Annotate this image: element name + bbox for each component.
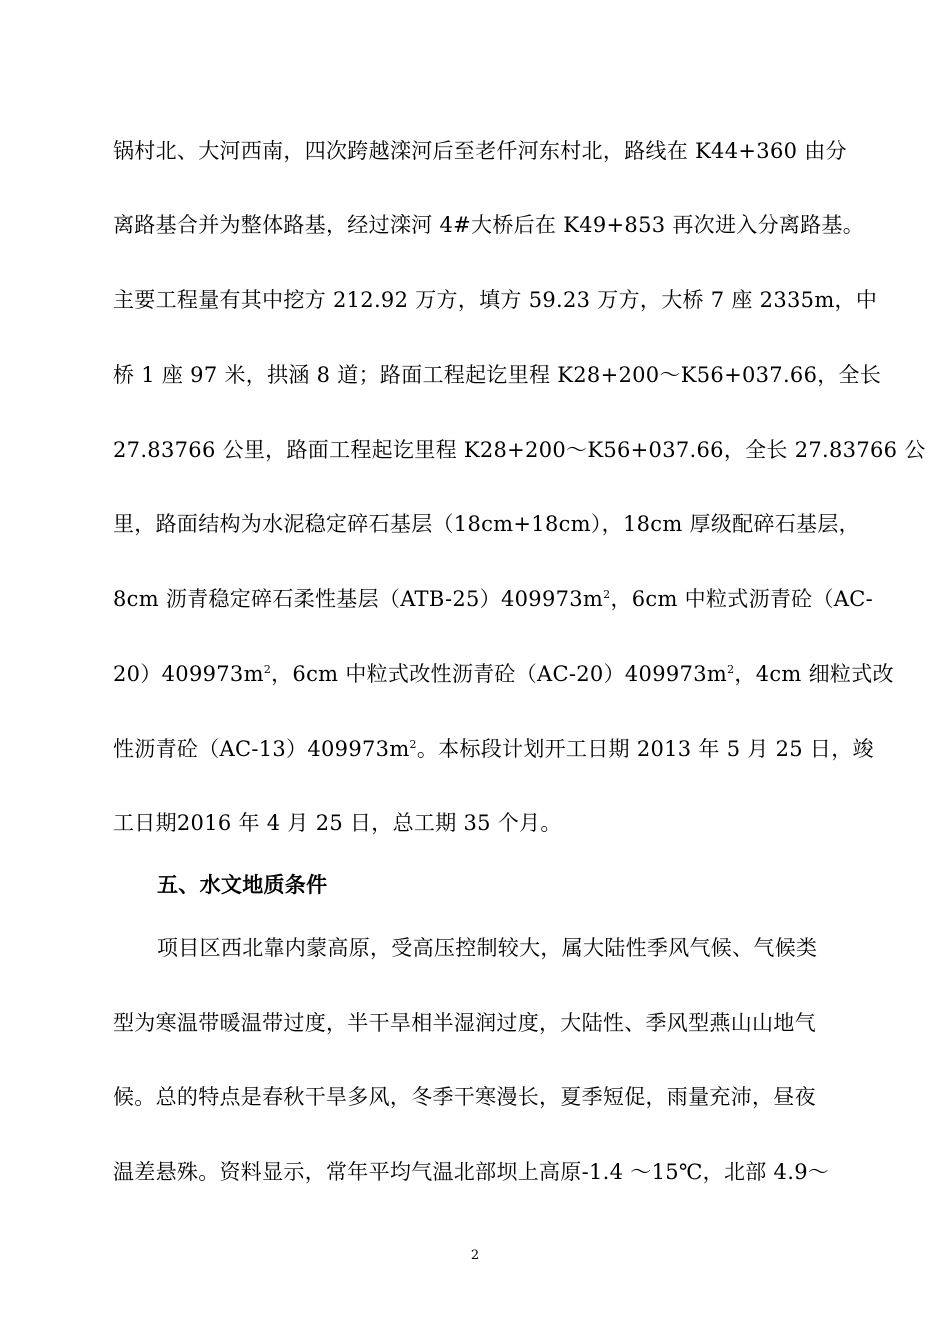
superscript: 2 (409, 738, 417, 751)
text-run: ，6cm 中粒式改性沥青砼（AC-20）409973m (271, 662, 728, 686)
body-text-line: 27.83766 公里，路面工程起讫里程 K28+200～K56+037.66，全长 27.83766 公 (113, 438, 926, 462)
body-text-line: 离路基合并为整体路基，经过滦河 4#大桥后在 K49+853 再次进入分离路基。 (113, 213, 865, 237)
body-text-line: 项目区西北靠内蒙高原，受高压控制较大，属大陆性季风气候、气候类 (157, 936, 818, 960)
body-text-line (113, 584, 873, 614)
text-run: ，4cm 细粒式改 (734, 662, 894, 686)
text-run: ，6cm 中粒式沥青砼（AC- (610, 587, 874, 611)
body-text-line: 温差悬殊。资料显示，常年平均气温北部坝上高原-1.4 ～15℃，北部 4.9～ (113, 1160, 830, 1184)
body-text-line: 工日期2016 年 4 月 25 日，总工期 35 个月。 (113, 811, 562, 835)
page-number: 2 (470, 1248, 480, 1263)
superscript: 2 (263, 663, 272, 676)
body-text-line: 锅村北、大河西南，四次跨越滦河后至老仟河东村北，路线在 K44+360 由分 (113, 139, 847, 163)
body-text-line: 型为寒温带暖温带过度，半干旱相半湿润过度，大陆性、季风型燕山山地气 (113, 1011, 816, 1035)
superscript: 2 (603, 588, 611, 601)
text-run: 性沥青砼（AC-13）409973m (113, 737, 410, 761)
text-run: 8cm 沥青稳定碎石柔性基层（ATB-25）409973m (113, 587, 604, 611)
body-text-line (113, 659, 894, 689)
text-run: 20）409973m (113, 662, 264, 686)
body-text-line: 里，路面结构为水泥稳定碎石基层（18cm+18cm），18cm 厚级配碎石基层， (113, 512, 860, 536)
text-run: 。本标段计划开工日期 2013 年 5 月 25 日，竣 (416, 737, 874, 761)
body-text-line: 主要工程量有其中挖方 212.92 万方，填方 59.23 万方，大桥 7 座 2335m，中 (113, 288, 878, 312)
superscript: 2 (727, 663, 735, 676)
body-text-line (113, 734, 873, 764)
section-heading: 五、水文地质条件 (157, 872, 328, 897)
body-text-line: 候。总的特点是春秋干旱多风，冬季干寒漫长，夏季短促，雨量充沛，昼夜 (113, 1085, 816, 1109)
body-text-line: 桥 1 座 97 米，拱涵 8 道；路面工程起讫里程 K28+200～K56+037.66，全长 (113, 363, 882, 387)
